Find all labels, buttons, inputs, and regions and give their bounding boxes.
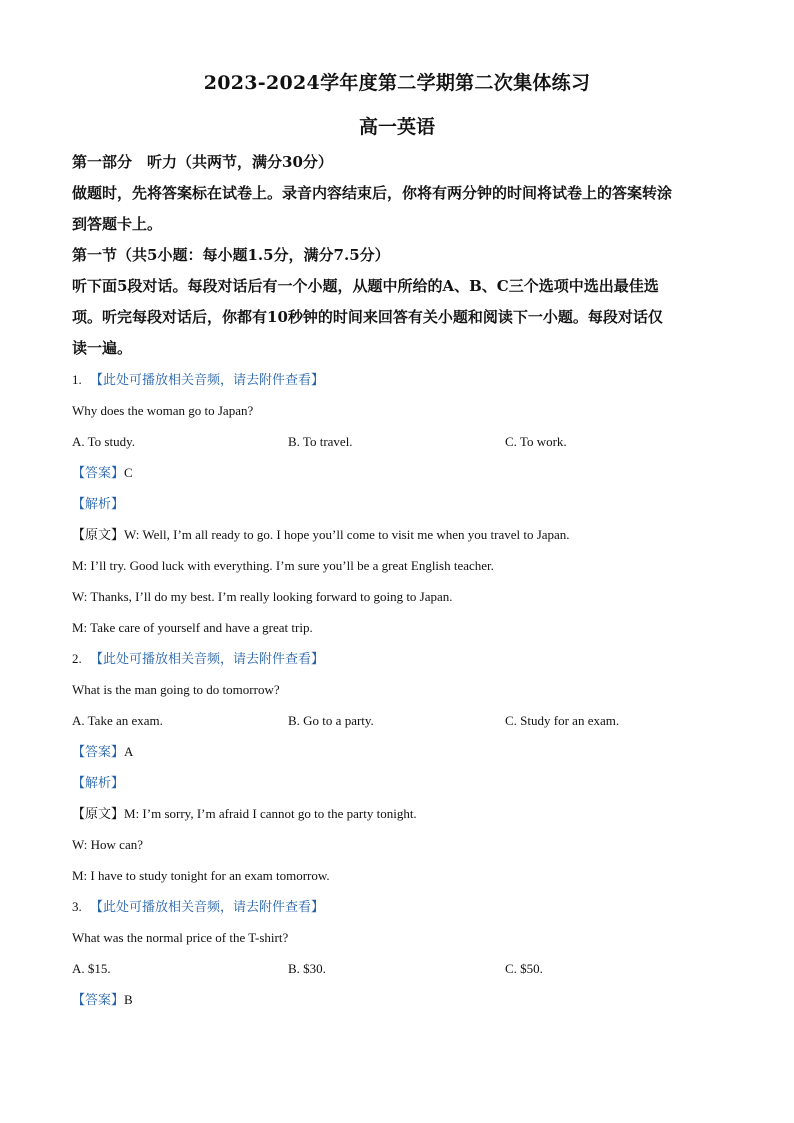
question-header xyxy=(72,891,722,922)
analysis-label: 【解析】 xyxy=(72,496,125,511)
answer-label: 【答案】 xyxy=(72,465,125,480)
answer-value: B xyxy=(124,992,133,1007)
transcript-line: W: Thanks, I’ll do my best. I’m really looking forward to going to Japan. xyxy=(72,589,453,604)
answer-value: C xyxy=(124,465,133,480)
option-a: A. To study. xyxy=(72,434,136,449)
transcript-line: M: I have to study tonight for an exam tomorrow. xyxy=(72,868,330,883)
answer-line xyxy=(72,457,722,488)
options-row xyxy=(72,426,722,457)
question-number: 2. xyxy=(72,651,82,666)
answer-label: 【答案】 xyxy=(72,744,125,759)
part-heading: 第一部分 听力（共两节，满分30分） xyxy=(72,153,333,171)
analysis-line xyxy=(72,488,722,519)
question-number: 1. xyxy=(72,372,82,387)
options-row xyxy=(72,953,722,984)
answer-line xyxy=(72,984,722,1015)
question-text: Why does the woman go to Japan? xyxy=(72,403,254,418)
directions-line: 项。听完每段对话后，你都有10秒钟的时间来回答有关小题和阅读下一小题。每段对话仅 xyxy=(72,308,663,326)
page-subtitle: 高一英语 xyxy=(358,116,435,138)
document-body xyxy=(72,147,722,1015)
option-c: C. To work. xyxy=(505,434,567,449)
question-header xyxy=(72,364,722,395)
original-label: 【原文】 xyxy=(72,527,125,542)
answer-value: A xyxy=(124,744,134,759)
option-c: C. Study for an exam. xyxy=(505,713,620,728)
option-b: B. $30. xyxy=(288,961,326,976)
transcript-line: M: I’ll try. Good luck with everything. I’m sure you’ll be a great English teacher. xyxy=(72,558,494,573)
analysis-label: 【解析】 xyxy=(72,775,125,790)
section-heading: 第一节（共5小题：每小题1.5分，满分7.5分） xyxy=(72,246,390,264)
question-header xyxy=(72,643,722,674)
transcript-line xyxy=(72,519,722,550)
audio-link[interactable]: 【此处可播放相关音频，请去附件查看】 xyxy=(90,651,325,666)
transcript-line xyxy=(72,798,722,829)
transcript-text: M: I’m sorry, I’m afraid I cannot go to the party tonight. xyxy=(124,806,417,821)
audio-link[interactable]: 【此处可播放相关音频，请去附件查看】 xyxy=(90,372,325,387)
question-text: What was the normal price of the T-shirt? xyxy=(72,930,289,945)
instructions-line: 做题时，先将答案标在试卷上。录音内容结束后，你将有两分钟的时间将试卷上的答案转涂 xyxy=(72,184,673,202)
question-number: 3. xyxy=(72,899,82,914)
transcript-line: M: Take care of yourself and have a great trip. xyxy=(72,620,313,635)
directions-line: 读一遍。 xyxy=(72,339,133,357)
option-c: C. $50. xyxy=(505,961,543,976)
page-title: 2023-2024学年度第二学期第二次集体练习 xyxy=(203,72,591,94)
directions-line: 听下面5段对话。每段对话后有一个小题，从题中所给的A、B、C三个选项中选出最佳选 xyxy=(72,277,659,295)
option-b: B. To travel. xyxy=(288,434,353,449)
answer-label: 【答案】 xyxy=(72,992,125,1007)
option-b: B. Go to a party. xyxy=(288,713,374,728)
instructions-line: 到答题卡上。 xyxy=(72,215,163,233)
audio-link[interactable]: 【此处可播放相关音频，请去附件查看】 xyxy=(90,899,325,914)
question-text: What is the man going to do tomorrow? xyxy=(72,682,280,697)
transcript-text: W: Well, I’m all ready to go. I hope you’ll come to visit me when you travel to Japan. xyxy=(124,527,570,542)
option-a: A. $15. xyxy=(72,961,111,976)
answer-line xyxy=(72,736,722,767)
analysis-line xyxy=(72,767,722,798)
original-label: 【原文】 xyxy=(72,806,125,821)
options-row xyxy=(72,705,722,736)
transcript-line: W: How can? xyxy=(72,837,143,852)
option-a: A. Take an exam. xyxy=(72,713,163,728)
